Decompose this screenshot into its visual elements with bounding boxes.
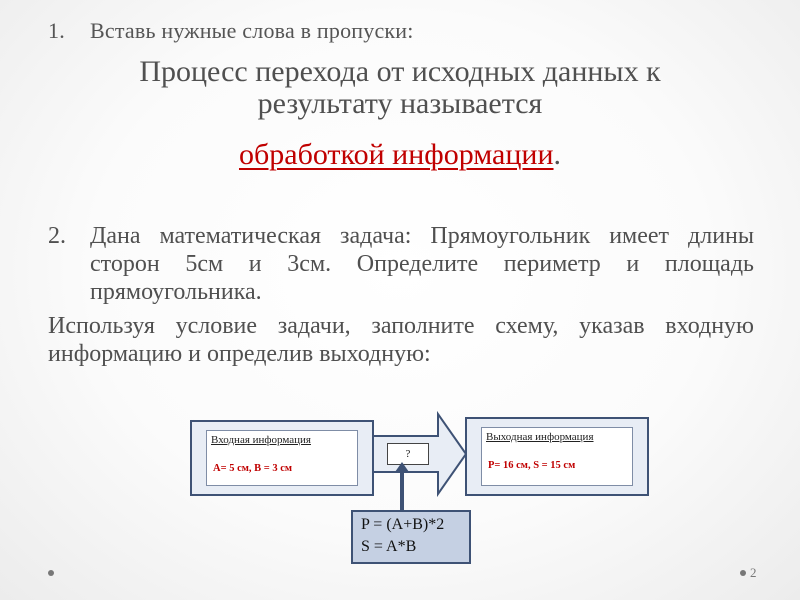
- answer-period: .: [553, 138, 562, 171]
- task-2: [48, 222, 754, 306]
- definition-heading: [40, 56, 760, 120]
- area-formula: S = A*B: [361, 538, 417, 555]
- perimeter-formula: P = (A+B)*2: [361, 516, 445, 533]
- answer-text: обработкой информации: [238, 138, 554, 171]
- task-2-text: Дана математическая задача: Прямоугольник имеет длины сторон 5см и 3см. Определите периметр и площадь прямоугольника.: [90, 223, 754, 305]
- output-info-box: [465, 417, 649, 496]
- instruction-text: Используя условие задачи, заполните схему, указав входную информацию и определив выходную:: [48, 313, 754, 367]
- task-1-text: Вставь нужные слова в пропуски:: [90, 18, 414, 43]
- input-info-label: Входная информация: [211, 434, 311, 446]
- right-bullet-dot: [740, 570, 746, 576]
- slide-number: 2: [750, 565, 757, 580]
- left-bullet-dot: [48, 570, 54, 576]
- formula-arrow: [392, 462, 412, 512]
- task-1-number: 1.: [48, 18, 65, 43]
- definition-line-1: Процесс перехода от исходных данных к: [139, 55, 661, 88]
- task-2-number: 2.: [48, 223, 66, 249]
- task-1: [48, 18, 414, 44]
- input-info-inner: [206, 430, 358, 486]
- output-info-inner: [481, 427, 633, 486]
- input-info-value: А= 5 см, В = 3 см: [213, 463, 293, 474]
- output-info-value: Р= 16 см, S = 15 см: [488, 460, 576, 471]
- output-info-label: Выходная информация: [486, 431, 594, 443]
- formula-box: [351, 510, 471, 564]
- process-question-box: ?: [387, 443, 429, 465]
- answer-line: [40, 138, 760, 172]
- definition-line-2: результату называется: [257, 87, 543, 120]
- input-info-box: [190, 420, 374, 496]
